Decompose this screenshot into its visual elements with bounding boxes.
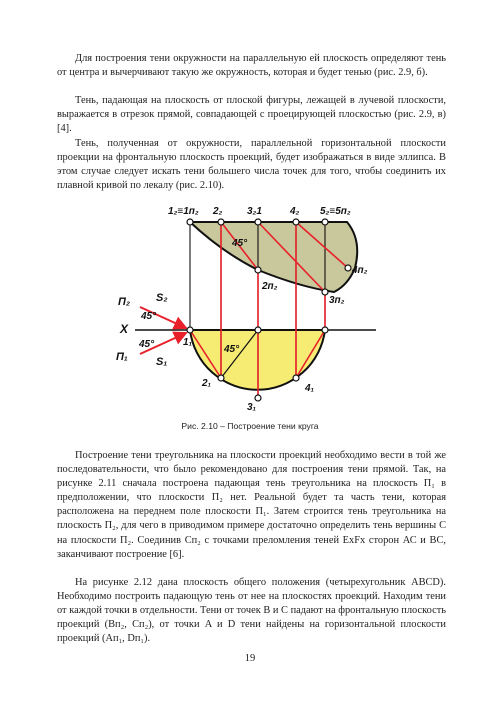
label-point-31: 3₁ [247, 402, 257, 413]
label-point-1: 1₂≡1п₂ [168, 206, 199, 217]
paragraph-5: На рисунке 2.12 дана плоскость общего положения (четырехугольник ABCD). Необходимо построить падающую тень от нее на плоскостях проекций. Находим тени от каждой точки в отдельности. Тени от точек B и C падают на фронтальную плоскость проекций (Вп₂, Сп₂), от точки A и D тени найдены на горизонтальной плоскости проекций (Ап₁, Dп₁). [57, 577, 446, 645]
label-point-3: 3₂1 [247, 206, 262, 217]
label-angle-top: 45° [232, 238, 248, 249]
paragraph-1: Для построения тени окружности на параллельную ей плоскость определяют тень от центра и вычерчивают такую же окружность, которая и будет тенью (рис. 2.9, б). [57, 53, 446, 79]
label-angle-left-top: 45° [141, 311, 157, 322]
paragraph-2: Тень, падающая на плоскость от плоской фигуры, лежащей в лучевой плоскости, выражается в отрезок прямой, совпадающей с проецирующей плоскостью (рис. 2.9, в) [4]. [57, 95, 446, 135]
page-number: 19 [244, 653, 256, 664]
label-s1: S₁ [156, 356, 168, 368]
label-x-axis: X [120, 322, 129, 336]
paragraph-3: Тень, полученная от окружности, параллельной горизонтальной плоскости проекции на фронтальную плоскость проекций, будет изображаться в виде эллипса. В этом случае следует искать тени большего числа точек для того, чтобы соединить их плавной кривой по лекалу (рис. 2.10). [57, 138, 446, 192]
label-point-11: 1₁ [183, 337, 193, 348]
label-pi2: П₂ [118, 296, 131, 308]
label-angle-left-bottom: 45° [139, 339, 155, 350]
label-point-3n: 3п₂ [329, 295, 345, 306]
label-point-4: 4₂ [290, 206, 300, 217]
label-s2: S₂ [156, 292, 168, 304]
label-point-4n: 4п₂ [352, 265, 368, 276]
figure-caption: Рис. 2.10 – Построение тени круга [181, 421, 319, 431]
label-pi1: П₁ [116, 351, 128, 363]
label-point-2: 2₂ [213, 206, 223, 217]
label-angle-bottom: 45° [224, 344, 240, 355]
label-point-5: 5₂≡5п₂ [320, 206, 351, 217]
paragraph-4: Построение тени треугольника на плоскости проекций необходимо вести в той же последовательности, что было рекомендовано для построения тени прямой. Так, на рисунке 2.11 сначала построена падающая тень треугольника на плоскость П₁ в предположении, что плоскости П₂ нет. Реальной будет та часть тени, которая расположена на переднем поле плоскости П₁. Затем строится тень треугольника на плоскость П₂, для чего в приводимом примере достаточно определить тень вершины С на плоскости П₂. Соединив Сп₂ с точками преломления теней ЕхFх сторон АС и ВС, заканчивают построение [6]. [57, 450, 446, 560]
label-point-41: 4₁ [305, 383, 315, 394]
label-point-21: 2₁ [202, 378, 212, 389]
label-point-2n: 2п₂ [262, 281, 278, 292]
